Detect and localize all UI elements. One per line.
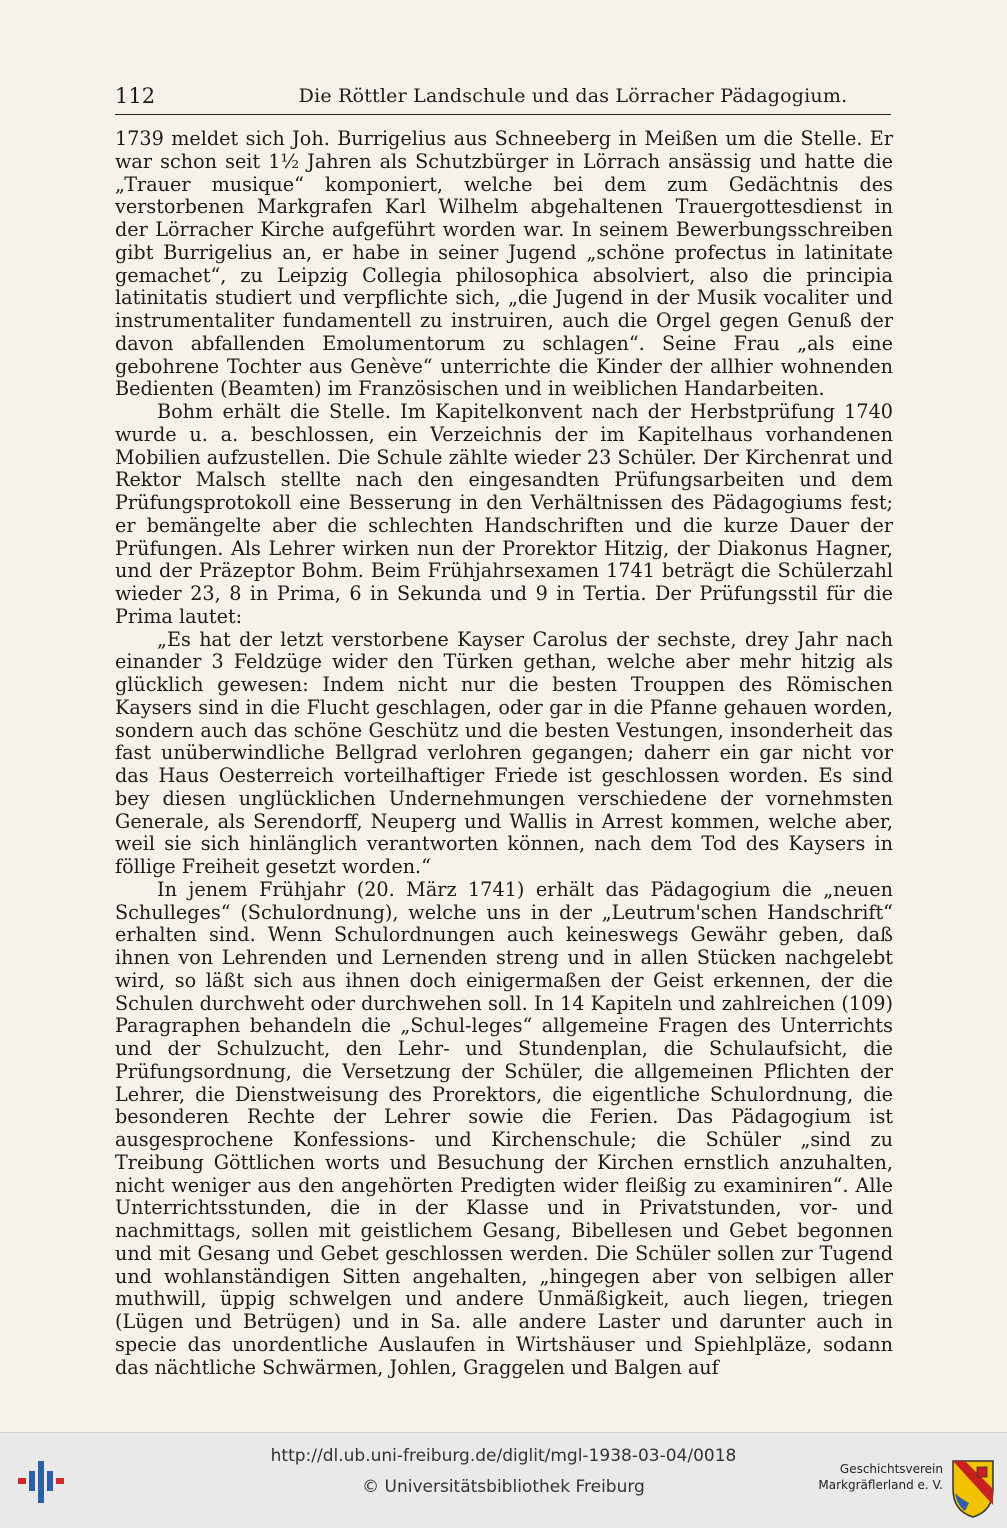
paragraph-1: 1739 meldet sich Joh. Burrigelius aus Schneeberg in Meißen um die Stelle. Er war schon seit 1½ Jahren als Schutzbürger in Lörrach ansässig und hatte die „Trauer musique“ komponiert, welche bei dem zum Gedächtnis des verstorbenen Markgrafen Karl Wilhelm abgehaltenen Trauergottesdienst in der Lörracher Kirche aufgeführt worden war. In seinem Bewerbungsschreiben gibt Burrigelius an, er habe in seiner Jugend „schöne profectus in latinitate gemachet“, zu Leipzig Collegia philosophica absolviert, also die principia latinitatis studiert und verpflichte sich, „die Jugend in der Musik vocaliter und instrumentaliter fundamentell zu instruiren, auch die Orgel gegen Genuß der davon abfallenden Emolumentorum zu schlagen“. Seine Frau „als eine gebohrene Tochter aus Genève“ unterrichte die Kinder der allhier wohnenden Bedienten (Beamten) im Französischen und in weiblichen Handarbeiten. xyxy=(115,127,893,401)
coat-of-arms-icon[interactable] xyxy=(951,1459,995,1519)
header-rule xyxy=(115,114,891,115)
permalink-url[interactable]: http://dl.ub.uni-freiburg.de/diglit/mgl-1938-03-04/0018 xyxy=(270,1446,737,1466)
society-name[interactable] xyxy=(818,1461,943,1493)
paragraph-2: Bohm erhält die Stelle. Im Kapitelkonvent nach der Herbstprüfung 1740 wurde u. a. beschlossen, ein Verzeichnis der im Kapitelhaus vorhandenen Mobilien aufzustellen. Die Schule zählte wieder 23 Schüler. Der Kirchenrat und Rektor Malsch stellte nach den eingesandten Prüfungsarbeiten und dem Prüfungsprotokoll eine Besserung in den Verhältnissen des Pädagogiums fest; er bemängelte aber die schlechten Handschriften und die kurze Dauer der Prüfungen. Als Lehrer wirken nun der Prorektor Hitzig, der Diakonus Hagner, und der Präzeptor Bohm. Beim Frühjahrsexamen 1741 beträgt die Schülerzahl wieder 23, 8 in Prima, 6 in Sekunda und 9 in Tertia. Der Prüfungsstil für die Prima lautet: xyxy=(115,400,893,628)
running-title: Die Röttler Landschule und das Lörracher Pädagogium. xyxy=(298,85,848,107)
quotation-paragraph: „Es hat der letzt verstorbene Kayser Carolus der sechste, drey Jahr nach einander 3 Feldzüge wider den Türken gethan, welche aber mehr hitzig als glücklich gewesen: Indem nicht nur die besten Trouppen des Römischen Kaysers sind in die Flucht geschlagen, oder gar in die Pfanne gehauen worden, sondern auch das schöne Geschütz und die besten Vestungen, insonderheit das fast unüberwindliche Bellgrad verlohren gegangen; daherr ein gar nicht vor das Haus Oesterreich vorteilhaftiger Friede ist geschlossen worden. Es sind bey diesen unglücklichen Undernehmungen verschiedene der vornehmsten Generale, als Serendorff, Neuperg und Wallis in Arrest kommen, welche aber, weil sie sich hinlänglich verantworten können, nach dem Tod des Kaysers in föllige Freiheit gesetzt worden.“ xyxy=(115,627,893,878)
society-line-1: Geschichtsverein xyxy=(839,1462,943,1476)
body-text xyxy=(115,128,893,1379)
society-line-2: Markgräflerland e. V. xyxy=(818,1478,943,1492)
page-number: 112 xyxy=(115,84,156,108)
viewer-footer xyxy=(0,1432,1007,1528)
paragraph-4: In jenem Frühjahr (20. März 1741) erhält das Pädagogium die „neuen Schulleges“ (Schulordnung), welche uns in der „Leutrum'schen Handschrift“ erhalten sind. Wenn Schulordnungen auch keineswegs Gewähr geben, daß ihnen von Lehrenden und Lernenden streng und in allen Stücken nachgelebt wird, so läßt sich aus ihnen doch einigermaßen der Geist erkennen, der die Schulen durchweht oder durchwehen soll. In 14 Kapiteln und zahlreichen (109) Paragraphen behandeln die „Schul-leges“ allgemeine Fragen des Unterrichts und der Schulzucht, den Lehr- und Stundenplan, die Schulaufsicht, die Prüfungsordnung, die Versetzung der Schüler, die allgemeinen Pflichten der Lehrer, die Dienstweisung des Prorektors, die eigentliche Schulordnung, die besonderen Rechte der Lehrer sowie die Ferien. Das Pädagogium ist ausgesprochene Konfessions- und Kirchenschule; die Schüler „sind zu Treibung Göttlichen worts und Besuchung der Kirchen ernstlich anzuhalten, nicht weniger aus den angehörten Predigten wider fleißig zu examiniren“. Alle Unterrichtsstunden, die in der Klasse und in Privatstunden, vor- und nachmittags, sollen mit geistlichem Gesang, Bibellesen und Gebet begonnen und mit Gesang und Gebet geschlossen werden. Die Schüler sollen zur Tugend und wohlanständigen Sitten angehalten, „hingegen aber von selbigen aller muthwill, üppig schwelgen und andere Unmäßigkeit, auch liegen, triegen (Lügen und Betrügen) und in Sa. alle andere Laster und darunter auch in specie das unordentliche Auslaufen in Wirtshäuser und Spiehlpläze, sodann das nächtliche Schwärmen, Johlen, Graggelen und Balgen auf xyxy=(115,877,893,1379)
page-header xyxy=(115,84,891,114)
copyright-notice: © Universitätsbibliothek Freiburg xyxy=(362,1477,645,1497)
